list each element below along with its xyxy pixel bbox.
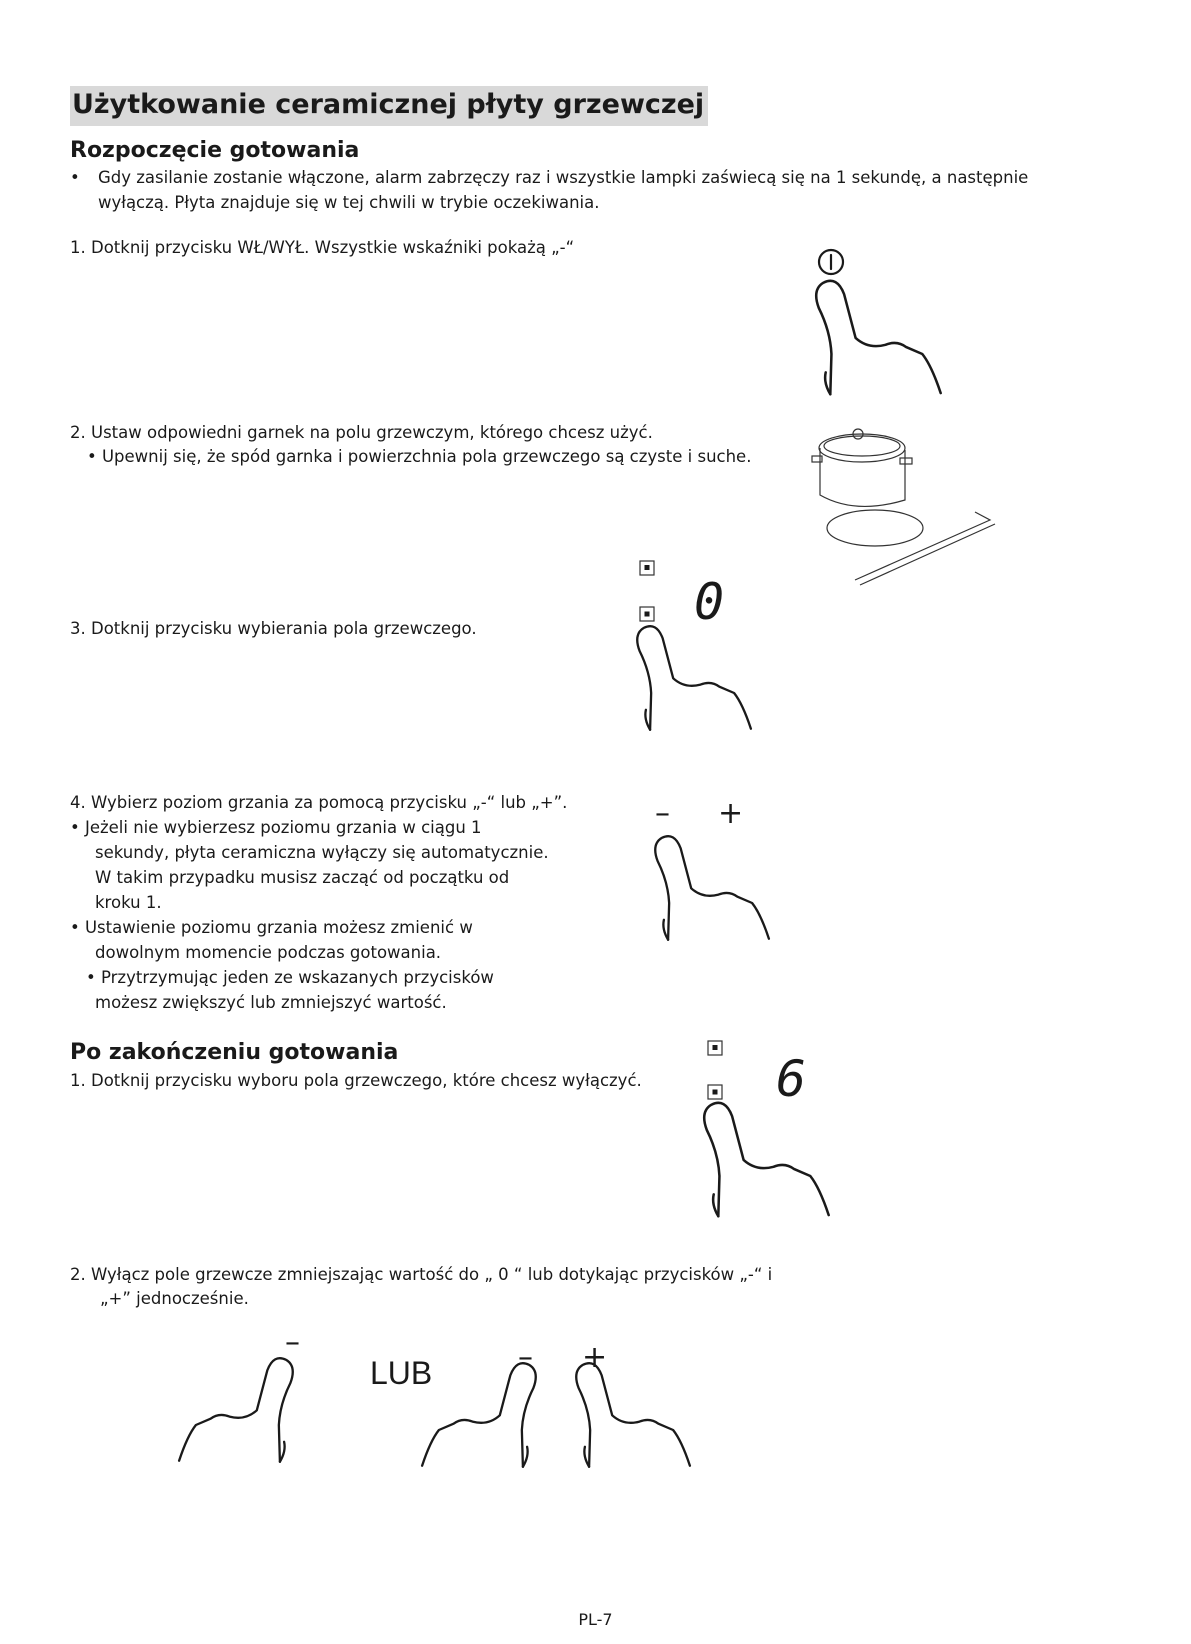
section-heading-start: Rozpoczęcie gotowania [70,138,360,163]
step4-bullet2-line2: dowolnym momencie podczas gotowania. [95,943,442,962]
right-hand-finger [575,1365,715,1475]
finger-icon [422,1363,536,1467]
minus-button-icon: – [285,1325,300,1360]
step4-text: 4. Wybierz poziom grzania za pomocą przycisku „-“ lub „+”. [70,793,568,812]
minus-button-icon: – [655,796,670,831]
finger-icon [576,1363,690,1467]
intro-bullet: • Gdy zasilanie zostanie włączone, alarm zabrzęczy raz i wszystkie lampki zaświecą się na 1 sekundę, a następnie wyłączą. Płyta znajduje się w tej chwili w trybie oczekiwania. [70,165,1028,215]
finger-icon [816,281,940,394]
minus-button-icon: – [518,1340,533,1375]
step4-bullet1-line1: • Jeżeli nie wybierzesz poziomu grzania w ciągu 1 [70,818,482,837]
finger-icon [637,626,751,730]
step4-bullet1-line2: sekundy, płyta ceramiczna wyłączy się automatycznie. [95,843,549,862]
step4-bullet3-line2: możesz zwiększyć lub zmniejszyć wartość. [95,993,447,1012]
step2-text: 2. Ustaw odpowiedni garnek na polu grzewczym, którego chcesz użyć. [70,423,653,442]
display-digit-zero: 0 [694,573,725,631]
plus-button-icon: + [718,796,744,831]
section-heading-end: Po zakończeniu gotowania [70,1040,399,1065]
finger-icon [179,1358,293,1462]
end-step1-text: 1. Dotknij przycisku wyboru pola grzewczego, które chcesz wyłączyć. [70,1071,642,1090]
step4-bullet3-line1: • Przytrzymując jeden ze wskazanych przycisków [86,968,494,987]
step3-text: 3. Dotknij przycisku wybierania pola grzewczego. [70,619,477,638]
plus-button-icon: + [582,1340,608,1375]
step4-bullet2-line1: • Ustawienie poziomu grzania możesz zmienić w [70,918,473,937]
minus-only-finger [190,1360,330,1470]
intro-line-1: Gdy zasilanie zostanie włączone, alarm zabrzęczy raz i wszystkie lampki zaświecą się na 1 sekundę, a następnie [98,168,1029,187]
page-title: Użytkowanie ceramicznej płyty grzewczej [70,86,708,126]
page-number: PL-7 [578,1610,613,1629]
finger-icon [704,1103,828,1216]
step1-text: 1. Dotknij przycisku WŁ/WYŁ. Wszystkie wskaźniki pokażą „-“ [70,238,575,257]
pot-illustration [810,420,1010,590]
intro-line-2: wyłączą. Płyta znajduje się w tej chwili w trybie oczekiwania. [98,193,600,212]
step2-bullet: • Upewnij się, że spód garnka i powierzchnia pola grzewczego są czyste i suche. [87,447,752,466]
level-select-finger [650,830,780,940]
left-hand-finger [425,1365,565,1475]
finger-icon [655,836,769,940]
end-step2-line2: „+” jednocześnie. [100,1289,249,1308]
step4-bullet1-line3: W takim przypadku musisz zacząć od początku od [95,868,510,887]
end-zone-select-illustration [700,1035,840,1215]
display-digit-six: 6 [776,1050,807,1108]
end-step2-line1: 2. Wyłącz pole grzewcze zmniejszając wartość do „ 0 “ lub dotykając przycisków „-“ i [70,1265,773,1284]
or-label: LUB [370,1355,433,1391]
step4-bullets [70,815,549,1015]
step4-bullet1-line4: kroku 1. [95,893,162,912]
power-button-illustration [800,245,930,375]
